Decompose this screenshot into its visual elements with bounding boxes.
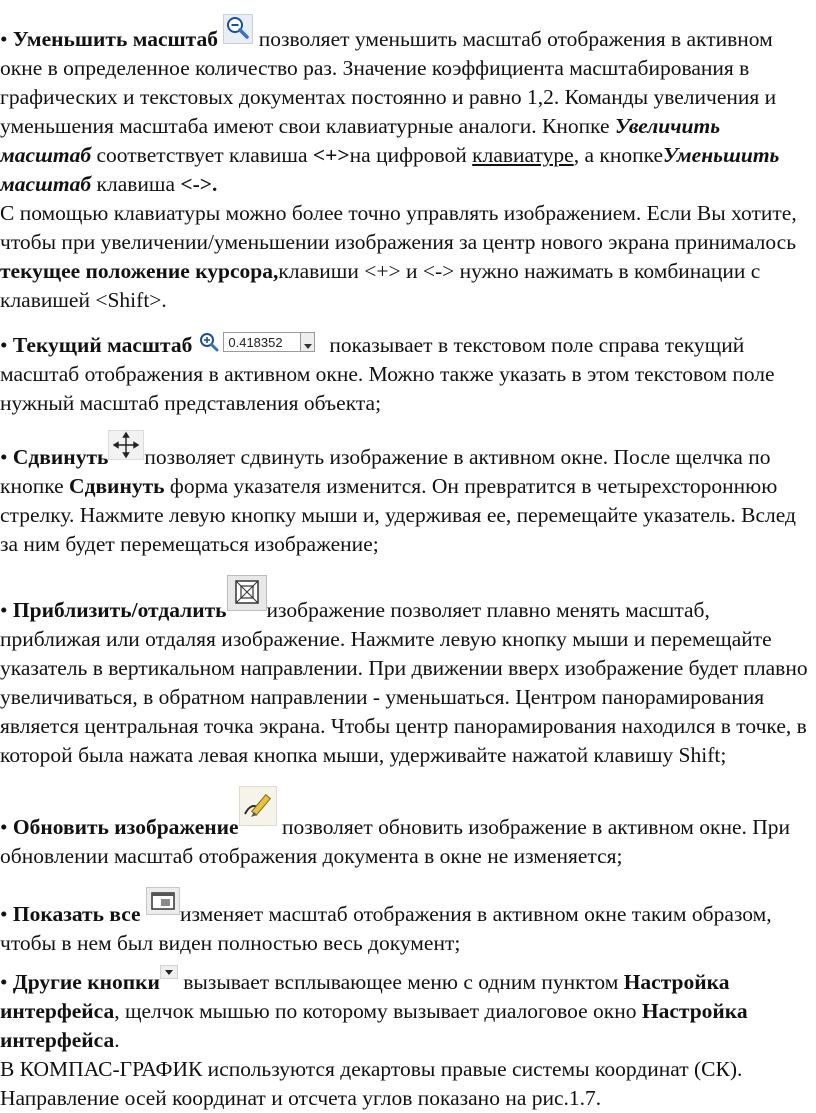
paragraph-coordinate-systems: В КОМПАС-ГРАФИК используются декартовы правые системы координат (СК). Направление осей координат и отсчета углов показано на рис.1.7. [0, 1057, 743, 1110]
show-all-window-icon [146, 887, 180, 915]
paragraph-more-buttons: • Другие кнопки вызывает всплывающее меню с одним пунктом Настройка интерфейса, щелчок мышью по которому вызывает диалоговое окно Настройка интерфейса. [0, 965, 812, 1055]
four-way-arrow-icon [108, 430, 144, 460]
term-zoom-pan: Приблизить/отдалить [12, 598, 227, 622]
paragraph-keyboard-control: С помощью клавиатуры можно более точно управлять изображением. Если Вы хотите, чтобы при увеличении/уменьшении изображения за центр нового экрана принималось текущее положение курсора,клавиши <+> и <-> нужно нажимать в комбинации с клавишей <Shift>. [0, 201, 797, 312]
term-pan: Сдвинуть [12, 445, 109, 469]
link-keyboard[interactable]: клавиатуре [472, 143, 574, 167]
paragraph-pan: • Сдвинуть позволяет сдвинуть изображение в активном окне. После щелчка по кнопке Сдвинуть форма указателя изменится. Он превратится в четырехстороннюю стрелку. Нажмите левую кнопку мыши и, удерживая ее, перемещайте указатель. Вслед за ним будет перемещаться изображение; [0, 430, 812, 559]
term-zoom-out: Уменьшить масштаб [12, 27, 218, 51]
paragraph-zoom-out: • Уменьшить масштаб позволяет уменьшить масштаб отображения в активном окне в определенное количество раз. Значение коэффициента масштабирования в графических и текстовых документах постоянно и равно 1,2. Команды увеличения и уменьшения масштаба имеют свои клавиатурные аналоги. Кнопке Увеличить масштаб соответствует клавиша <+>на цифровой клавиатуре, а кнопкеУменьшить масштаб клавиша <->. [0, 14, 812, 199]
paragraph-show-all: • Показать все изменяет масштаб отображения в активном окне таким образом, чтобы в нем был виден полностью весь документ; [0, 887, 812, 958]
term-current-scale: Текущий масштаб [12, 333, 193, 357]
paragraph-refresh: • Обновить изображение позволяет обновить изображение в активном окне. При обновлении масштаб отображения документа в окне не изменяется; [0, 786, 812, 871]
scale-dropdown-button[interactable] [301, 332, 315, 352]
current-scale-control[interactable] [198, 331, 315, 353]
dropdown-arrow-icon [304, 328, 312, 357]
zoom-out-magnifier-icon [223, 14, 253, 44]
zoom-frame-icon [227, 575, 267, 611]
refresh-pencil-icon [239, 786, 277, 826]
term-show-all: Показать все [12, 902, 141, 926]
scale-value-field[interactable]: 0.418352 [223, 332, 301, 352]
term-refresh: Обновить изображение [12, 815, 239, 839]
document-body [0, 14, 812, 1113]
term-more-buttons: Другие кнопки [12, 970, 160, 994]
dropdown-arrow-icon [160, 965, 178, 979]
paragraph-current-scale: • Текущий масштаб 0.418352 показывает в текстовом поле справа текущий масштаб отображения в активном окне. Можно также указать в этом текстовом поле нужный масштаб представления объекта; [0, 331, 812, 418]
magnifier-icon [198, 332, 220, 352]
paragraph-zoom-pan: • Приблизить/отдалить изображение позволяет плавно менять масштаб, приближая или отдаляя изображение. Нажмите левую кнопку мыши и перемещайте указатель в вертикальном направлении. При движении вверх изображение будет плавно увеличиваться, в обратном направлении - уменьшаться. Центром панорамирования является центральная точка экрана. Чтобы центр панорамирования находился в точке, в которой была нажата левая кнопка мыши, удерживайте нажатой клавишу Shift; [0, 575, 812, 770]
